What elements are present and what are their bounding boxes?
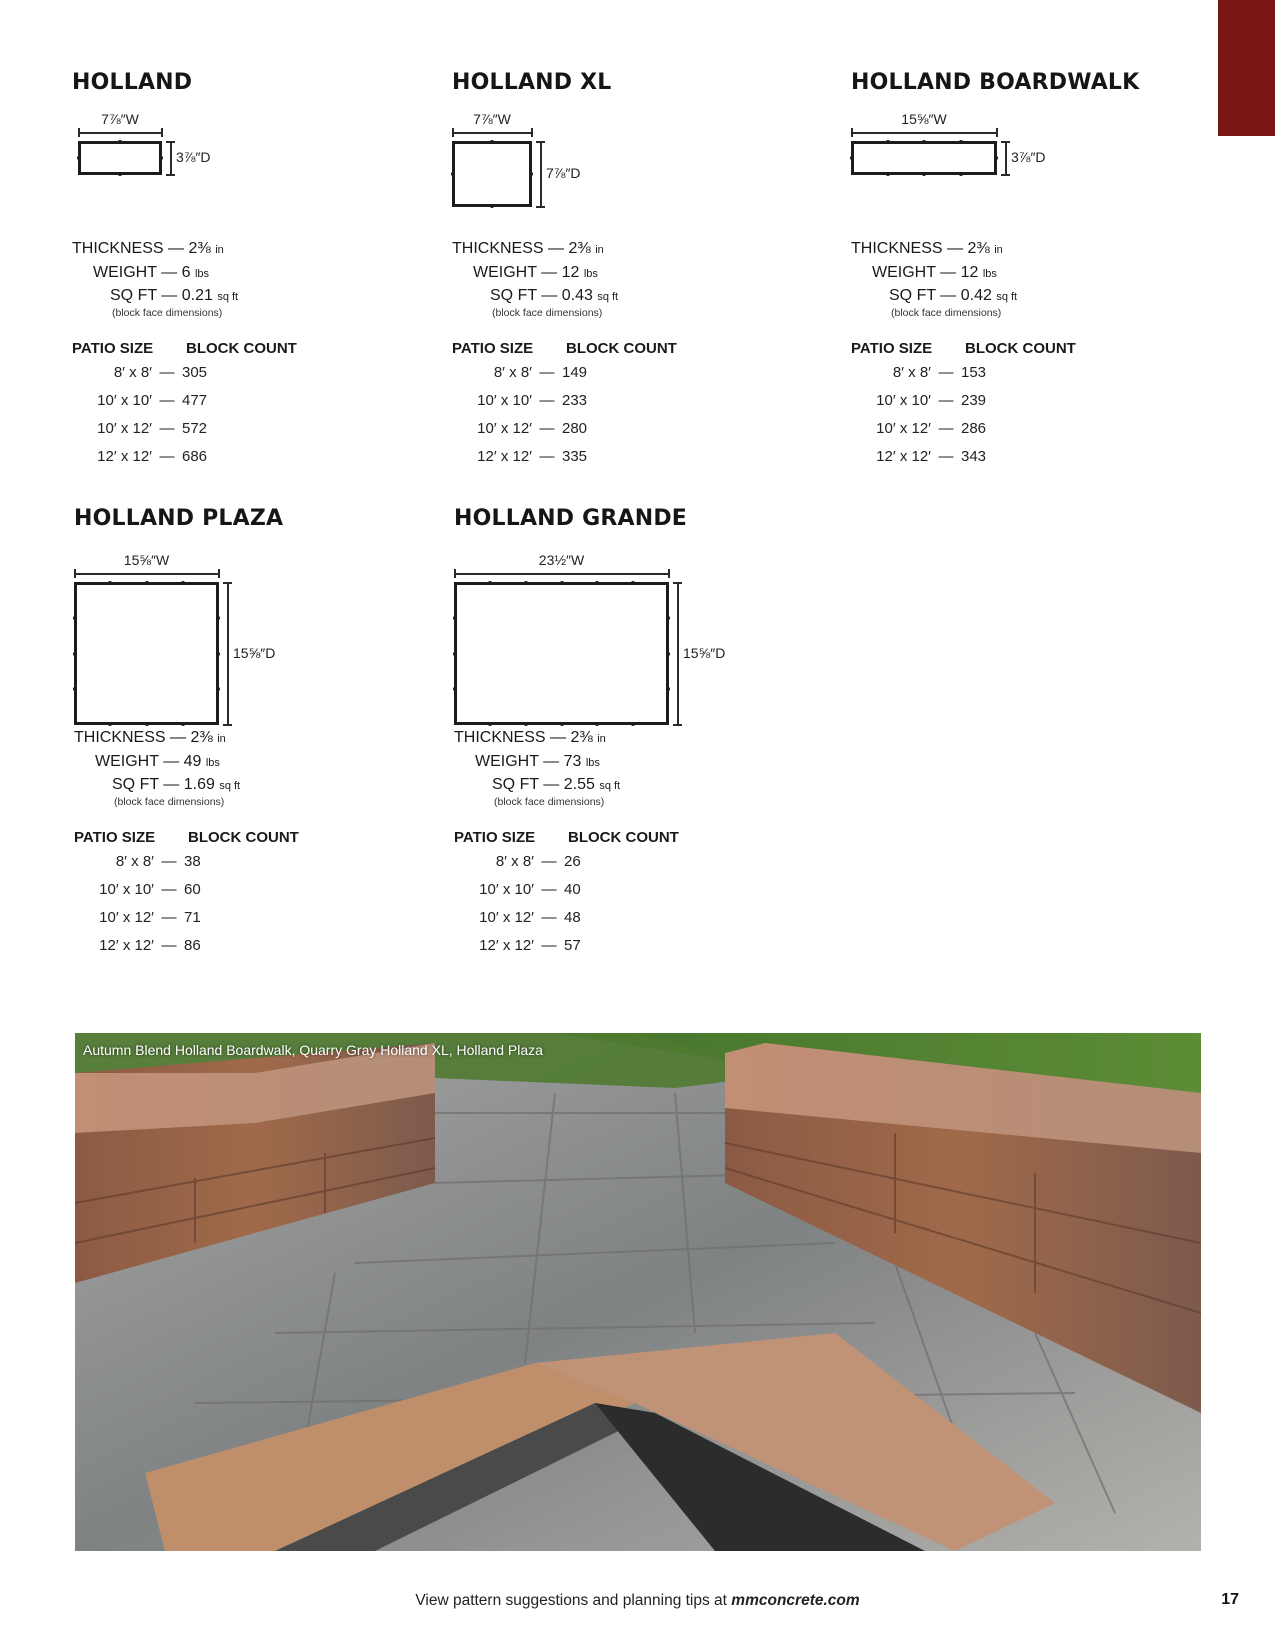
product-block-5 xyxy=(454,506,794,954)
spec-dash: — xyxy=(163,753,180,770)
sqft-spec-unit: sq ft xyxy=(217,291,239,303)
patio-size-value: 10′ x 12′ xyxy=(99,909,154,926)
block-count-row xyxy=(841,420,986,437)
width-dimension-line xyxy=(454,573,669,575)
patio-size-value: 10′ x 10′ xyxy=(479,881,534,898)
block-count-value: 86 xyxy=(184,937,201,954)
thickness-spec-label: THICKNESS xyxy=(72,240,164,257)
patio-size-value: 10′ x 12′ xyxy=(97,420,152,437)
block-count-row xyxy=(442,392,587,409)
dimension-tick xyxy=(223,582,232,584)
block-count-value: 153 xyxy=(961,364,987,381)
thickness-spec-unit: in xyxy=(215,244,224,256)
thickness-spec-value: 2⅜ xyxy=(188,240,211,257)
block-count-row xyxy=(64,937,201,954)
block-count-value: 71 xyxy=(184,909,201,926)
patio-size-value: 8′ x 8′ xyxy=(115,853,154,870)
edge-nub xyxy=(77,156,81,160)
thickness-spec xyxy=(72,240,224,258)
block-count-header: BLOCK COUNT xyxy=(568,829,679,846)
weight-spec-unit: lbs xyxy=(585,757,600,769)
thickness-spec-unit: in xyxy=(595,244,604,256)
weight-spec-value: 6 xyxy=(181,264,191,281)
thickness-spec-label: THICKNESS xyxy=(74,729,166,746)
dimension-tick xyxy=(78,128,80,137)
row-dash: — xyxy=(159,392,175,409)
spec-dash: — xyxy=(163,776,180,793)
row-dash: — xyxy=(161,909,177,926)
patio-size-value: 12′ x 12′ xyxy=(479,937,534,954)
dimension-tick xyxy=(673,582,682,584)
depth-label: 15⅝″D xyxy=(233,644,276,661)
thickness-spec xyxy=(454,729,606,747)
patio-size-value: 10′ x 10′ xyxy=(477,392,532,409)
product-block-2 xyxy=(452,70,792,490)
sqft-spec xyxy=(110,287,238,305)
weight-spec-label: WEIGHT xyxy=(93,264,157,281)
edge-nub xyxy=(451,172,455,176)
block-count-value: 280 xyxy=(562,420,588,437)
block-count-value: 40 xyxy=(564,881,581,898)
block-count-row xyxy=(444,937,581,954)
width-label: 7⅞″W xyxy=(101,111,139,127)
width-label: 15⅝″W xyxy=(123,552,170,568)
photo-caption: Autumn Blend Holland Boardwalk, Quarry Gray Holland XL, Holland Plaza xyxy=(83,1042,543,1058)
spec-dash: — xyxy=(947,240,964,257)
weight-spec-value: 12 xyxy=(561,264,580,281)
dimension-tick xyxy=(218,569,220,578)
weight-spec xyxy=(93,264,209,282)
block-face-note: (block face dimensions) xyxy=(891,307,1002,319)
weight-spec-value: 73 xyxy=(563,753,582,770)
edge-nub xyxy=(216,687,220,691)
row-dash: — xyxy=(161,937,177,954)
dimension-tick xyxy=(166,141,175,143)
block-face-note: (block face dimensions) xyxy=(114,796,225,808)
block-count-row xyxy=(444,853,581,870)
spec-dash: — xyxy=(541,287,558,304)
sqft-spec xyxy=(492,776,620,794)
sqft-spec-unit: sq ft xyxy=(996,291,1018,303)
dimension-tick xyxy=(531,128,533,137)
row-dash: — xyxy=(539,392,555,409)
spec-dash: — xyxy=(170,729,187,746)
sqft-spec-value: 2.55 xyxy=(563,776,595,793)
dimension-tick xyxy=(223,724,232,726)
spec-dash: — xyxy=(161,287,178,304)
block-count-value: 477 xyxy=(182,392,208,409)
patio-size-value: 10′ x 12′ xyxy=(876,420,931,437)
patio-size-value: 8′ x 8′ xyxy=(495,853,534,870)
edge-nub xyxy=(524,722,528,726)
thickness-spec xyxy=(74,729,226,747)
block-outline xyxy=(452,141,532,207)
block-count-row xyxy=(444,909,581,926)
sqft-spec xyxy=(490,287,618,305)
weight-spec xyxy=(475,753,600,771)
product-name: HOLLAND xyxy=(72,70,193,95)
weight-spec-value: 49 xyxy=(183,753,202,770)
weight-spec-label: WEIGHT xyxy=(475,753,539,770)
edge-nub xyxy=(145,581,149,585)
product-block-4 xyxy=(74,506,414,954)
edge-nub xyxy=(529,172,533,176)
product-block-3 xyxy=(851,70,1191,490)
patio-photo xyxy=(75,1033,1201,1551)
weight-spec-value: 12 xyxy=(960,264,979,281)
block-outline xyxy=(74,582,219,725)
thickness-spec-label: THICKNESS xyxy=(452,240,544,257)
dimension-tick xyxy=(668,569,670,578)
weight-spec-label: WEIGHT xyxy=(473,264,537,281)
edge-nub xyxy=(73,616,77,620)
patio-size-value: 12′ x 12′ xyxy=(876,448,931,465)
patio-size-value: 8′ x 8′ xyxy=(113,364,152,381)
row-dash: — xyxy=(161,881,177,898)
dimension-tick xyxy=(536,206,545,208)
thickness-spec xyxy=(851,240,1003,258)
depth-dimension-line xyxy=(677,582,679,725)
thickness-spec-value: 2⅜ xyxy=(568,240,591,257)
sqft-spec-value: 0.43 xyxy=(561,287,593,304)
sqft-spec xyxy=(889,287,1017,305)
product-block-1 xyxy=(72,70,412,490)
edge-nub xyxy=(922,140,926,144)
row-dash: — xyxy=(938,448,954,465)
row-dash: — xyxy=(159,364,175,381)
block-count-header: BLOCK COUNT xyxy=(188,829,299,846)
edge-nub xyxy=(488,581,492,585)
block-count-value: 305 xyxy=(182,364,208,381)
row-dash: — xyxy=(539,420,555,437)
depth-label: 15⅝″D xyxy=(683,644,726,661)
block-count-row xyxy=(62,364,207,381)
block-count-value: 343 xyxy=(961,448,987,465)
edge-nub xyxy=(490,204,494,208)
edge-nub xyxy=(159,156,163,160)
spec-dash: — xyxy=(543,776,560,793)
depth-label: 3⅞″D xyxy=(1011,149,1046,165)
edge-nub xyxy=(453,652,457,656)
thickness-spec-value: 2⅜ xyxy=(190,729,213,746)
patio-size-header: PATIO SIZE xyxy=(74,829,156,846)
sqft-spec-value: 1.69 xyxy=(183,776,215,793)
dimension-tick xyxy=(161,128,163,137)
edge-nub xyxy=(73,652,77,656)
block-outline xyxy=(454,582,669,725)
block-count-row xyxy=(62,392,207,409)
edge-nub xyxy=(453,616,457,620)
edge-nub xyxy=(181,581,185,585)
edge-nub xyxy=(118,140,122,144)
thickness-spec-unit: in xyxy=(597,733,606,745)
footer xyxy=(0,1592,1275,1610)
width-label: 7⅞″W xyxy=(473,111,511,127)
block-count-value: 286 xyxy=(961,420,987,437)
edge-nub xyxy=(108,722,112,726)
edge-nub xyxy=(666,616,670,620)
block-count-value: 572 xyxy=(182,420,208,437)
weight-spec-label: WEIGHT xyxy=(95,753,159,770)
thickness-spec-label: THICKNESS xyxy=(851,240,943,257)
footer-text: View pattern suggestions and planning tips at xyxy=(415,1592,727,1609)
patio-size-value: 12′ x 12′ xyxy=(97,448,152,465)
thickness-spec-value: 2⅜ xyxy=(967,240,990,257)
patio-size-value: 10′ x 10′ xyxy=(876,392,931,409)
thickness-spec xyxy=(452,240,604,258)
patio-size-value: 10′ x 12′ xyxy=(479,909,534,926)
edge-nub xyxy=(524,581,528,585)
block-count-value: 149 xyxy=(562,364,588,381)
dimension-tick xyxy=(851,128,853,137)
block-count-row xyxy=(442,448,587,465)
thickness-spec-value: 2⅜ xyxy=(570,729,593,746)
block-count-header: BLOCK COUNT xyxy=(186,340,297,357)
width-label: 23½″W xyxy=(538,552,585,568)
weight-spec-label: WEIGHT xyxy=(872,264,936,281)
sqft-spec-label: SQ FT xyxy=(490,287,537,304)
block-count-value: 48 xyxy=(564,909,581,926)
footer-link[interactable]: mmconcrete.com xyxy=(731,1592,860,1609)
dimension-tick xyxy=(452,128,454,137)
block-count-value: 60 xyxy=(184,881,201,898)
sqft-spec xyxy=(112,776,240,794)
width-dimension-line xyxy=(452,132,532,134)
weight-spec xyxy=(473,264,598,282)
block-count-value: 38 xyxy=(184,853,201,870)
row-dash: — xyxy=(539,364,555,381)
block-count-value: 239 xyxy=(961,392,987,409)
patio-size-value: 8′ x 8′ xyxy=(493,364,532,381)
edge-nub xyxy=(560,722,564,726)
thickness-spec-unit: in xyxy=(994,244,1003,256)
width-dimension-line xyxy=(851,132,997,134)
row-dash: — xyxy=(938,364,954,381)
sqft-spec-label: SQ FT xyxy=(492,776,539,793)
edge-nub xyxy=(886,172,890,176)
block-count-row xyxy=(62,420,207,437)
row-dash: — xyxy=(541,909,557,926)
row-dash: — xyxy=(541,853,557,870)
weight-spec-unit: lbs xyxy=(205,757,220,769)
dimension-tick xyxy=(74,569,76,578)
weight-spec-unit: lbs xyxy=(982,268,997,280)
edge-nub xyxy=(666,652,670,656)
dimension-tick xyxy=(1001,141,1010,143)
weight-spec xyxy=(872,264,997,282)
block-count-header: BLOCK COUNT xyxy=(965,340,1076,357)
edge-nub xyxy=(216,652,220,656)
block-count-row xyxy=(841,392,986,409)
patio-size-header: PATIO SIZE xyxy=(72,340,154,357)
spec-dash: — xyxy=(161,264,178,281)
block-outline xyxy=(851,141,997,175)
block-count-row xyxy=(64,853,201,870)
edge-nub xyxy=(850,156,854,160)
edge-nub xyxy=(216,616,220,620)
thickness-spec-label: THICKNESS xyxy=(454,729,546,746)
depth-dimension-line xyxy=(1005,141,1007,175)
block-face-note: (block face dimensions) xyxy=(112,307,223,319)
patio-size-value: 12′ x 12′ xyxy=(477,448,532,465)
spec-dash: — xyxy=(550,729,567,746)
row-dash: — xyxy=(541,937,557,954)
block-count-row xyxy=(64,881,201,898)
block-count-value: 335 xyxy=(562,448,588,465)
spec-dash: — xyxy=(543,753,560,770)
block-count-value: 233 xyxy=(562,392,588,409)
patio-size-value: 10′ x 10′ xyxy=(99,881,154,898)
edge-nub xyxy=(488,722,492,726)
depth-dimension-line xyxy=(170,141,172,175)
sqft-spec-unit: sq ft xyxy=(597,291,619,303)
edge-nub xyxy=(959,140,963,144)
sqft-spec-value: 0.21 xyxy=(181,287,213,304)
edge-nub xyxy=(118,172,122,176)
edge-nub xyxy=(959,172,963,176)
row-dash: — xyxy=(159,448,175,465)
depth-label: 3⅞″D xyxy=(176,149,211,165)
edge-nub xyxy=(886,140,890,144)
edge-nub xyxy=(631,722,635,726)
page-number: 17 xyxy=(1221,1591,1239,1608)
section-tab xyxy=(1218,0,1275,136)
patio-size-header: PATIO SIZE xyxy=(454,829,536,846)
row-dash: — xyxy=(539,448,555,465)
patio-size-value: 10′ x 10′ xyxy=(97,392,152,409)
block-face-note: (block face dimensions) xyxy=(494,796,605,808)
dimension-tick xyxy=(673,724,682,726)
patio-size-value: 8′ x 8′ xyxy=(892,364,931,381)
product-name: HOLLAND GRANDE xyxy=(454,506,688,531)
depth-dimension-line xyxy=(540,141,542,207)
product-name: HOLLAND BOARDWALK xyxy=(851,70,1140,95)
spec-dash: — xyxy=(541,264,558,281)
block-count-row xyxy=(62,448,207,465)
block-count-row xyxy=(442,364,587,381)
edge-nub xyxy=(490,140,494,144)
block-count-row xyxy=(64,909,201,926)
patio-size-header: PATIO SIZE xyxy=(851,340,933,357)
depth-dimension-line xyxy=(227,582,229,725)
block-count-row xyxy=(442,420,587,437)
weight-spec xyxy=(95,753,220,771)
edge-nub xyxy=(181,722,185,726)
sqft-spec-label: SQ FT xyxy=(889,287,936,304)
block-count-row xyxy=(841,364,986,381)
edge-nub xyxy=(666,687,670,691)
block-count-value: 26 xyxy=(564,853,581,870)
patio-size-value: 12′ x 12′ xyxy=(99,937,154,954)
spec-dash: — xyxy=(168,240,185,257)
sqft-spec-value: 0.42 xyxy=(960,287,992,304)
dimension-tick xyxy=(996,128,998,137)
edge-nub xyxy=(922,172,926,176)
edge-nub xyxy=(145,722,149,726)
row-dash: — xyxy=(938,392,954,409)
weight-spec-unit: lbs xyxy=(583,268,598,280)
dimension-tick xyxy=(454,569,456,578)
spec-dash: — xyxy=(940,264,957,281)
edge-nub xyxy=(994,156,998,160)
edge-nub xyxy=(595,722,599,726)
sqft-spec-unit: sq ft xyxy=(219,780,241,792)
row-dash: — xyxy=(541,881,557,898)
product-name: HOLLAND XL xyxy=(452,70,612,95)
patio-photo-illustration xyxy=(75,1033,1201,1551)
row-dash: — xyxy=(161,853,177,870)
sqft-spec-label: SQ FT xyxy=(112,776,159,793)
weight-spec-unit: lbs xyxy=(194,268,210,280)
patio-size-header: PATIO SIZE xyxy=(452,340,534,357)
width-label: 15⅝″W xyxy=(901,111,947,127)
block-count-row xyxy=(444,881,581,898)
width-dimension-line xyxy=(74,573,219,575)
block-count-value: 686 xyxy=(182,448,208,465)
row-dash: — xyxy=(159,420,175,437)
thickness-spec-unit: in xyxy=(217,733,226,745)
dimension-tick xyxy=(166,174,175,176)
dimension-tick xyxy=(536,141,545,143)
block-count-header: BLOCK COUNT xyxy=(566,340,677,357)
spec-dash: — xyxy=(548,240,565,257)
sqft-spec-unit: sq ft xyxy=(599,780,621,792)
width-dimension-line xyxy=(78,132,162,134)
row-dash: — xyxy=(938,420,954,437)
spec-dash: — xyxy=(940,287,957,304)
edge-nub xyxy=(560,581,564,585)
patio-size-value: 10′ x 12′ xyxy=(477,420,532,437)
depth-label: 7⅞″D xyxy=(546,165,581,181)
block-outline xyxy=(78,141,162,175)
sqft-spec-label: SQ FT xyxy=(110,287,157,304)
product-name: HOLLAND PLAZA xyxy=(74,506,284,531)
block-count-value: 57 xyxy=(564,937,581,954)
dimension-tick xyxy=(1001,174,1010,176)
block-count-row xyxy=(841,448,986,465)
block-face-note: (block face dimensions) xyxy=(492,307,603,319)
